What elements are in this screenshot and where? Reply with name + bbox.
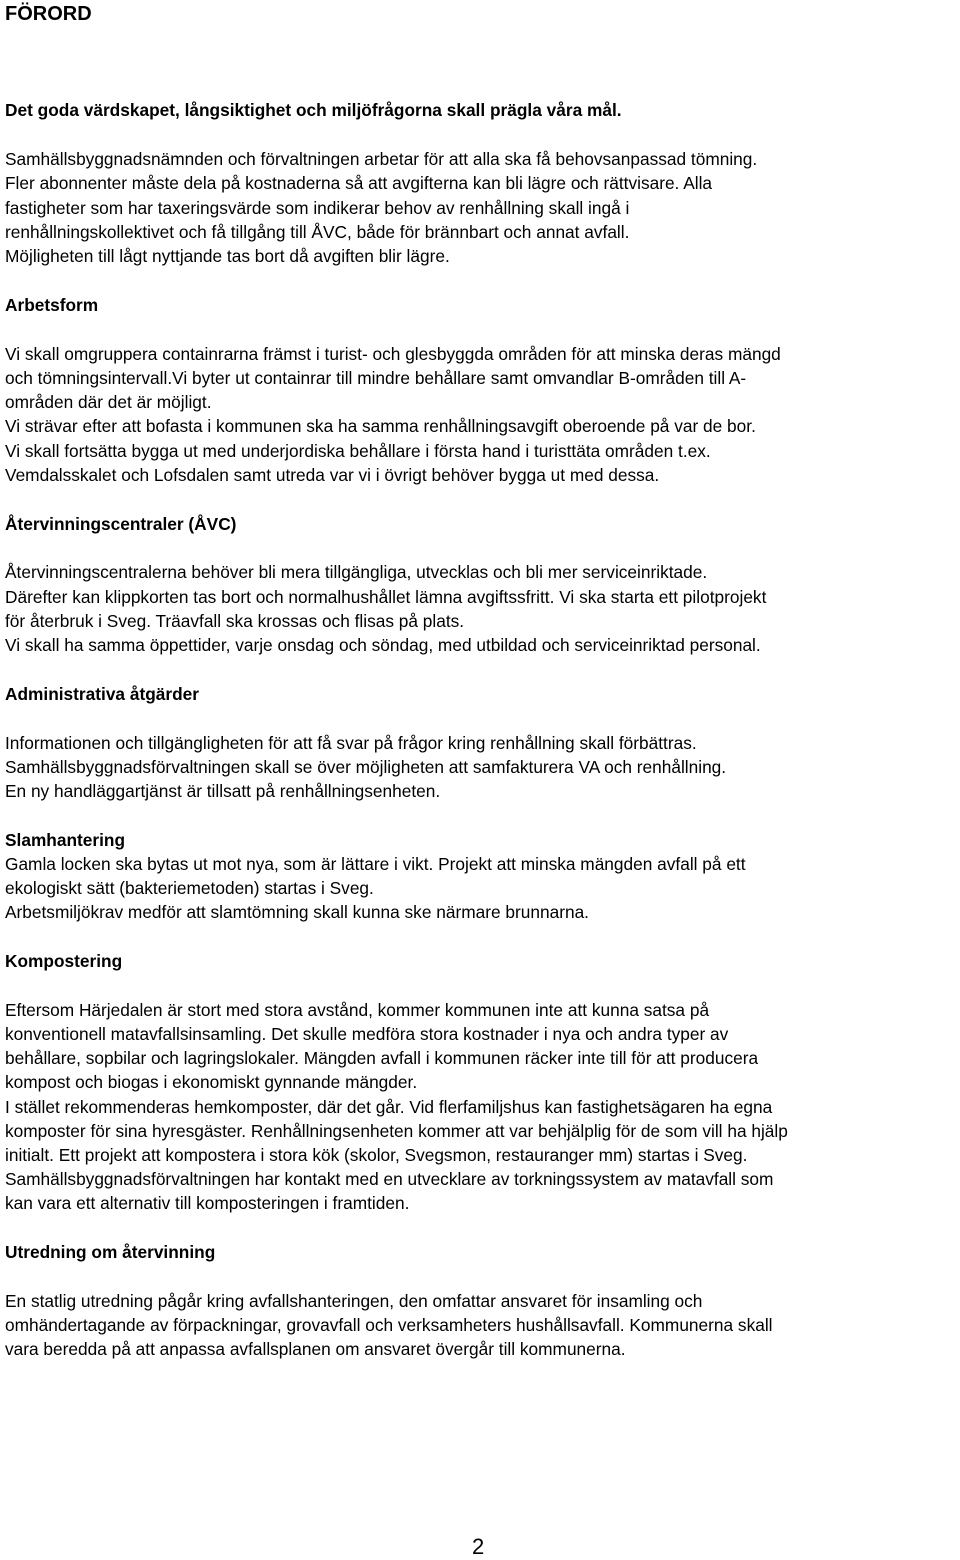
arbetsform-line: Vi strävar efter att bofasta i kommunen ska ha samma renhållningsavgift oberoende på var de bor. bbox=[5, 416, 756, 436]
lead-statement: Det goda värdskapet, långsiktighet och miljöfrågorna skall prägla våra mål. bbox=[5, 100, 622, 120]
kompost-line: kan vara ett alternativ till komposteringen i framtiden. bbox=[5, 1193, 410, 1213]
heading-kompostering: Kompostering bbox=[5, 951, 123, 971]
admin-line: En ny handläggartjänst är tillsatt på renhållningsenheten. bbox=[5, 781, 441, 801]
kompost-line: konventionell matavfallsinsamling. Det skulle medföra stora kostnader i nya och andra typer av bbox=[5, 1024, 729, 1044]
arbetsform-line: och tömningsintervall.Vi byter ut containrar till mindre behållare samt omvandlar B-områden till A- bbox=[5, 368, 747, 388]
arbetsform-line: Vi skall omgruppera containrarna främst i turist- och glesbyggda områden för att minska deras mängd bbox=[5, 344, 781, 364]
intro-line: Fler abonnenter måste dela på kostnaderna så att avgifterna kan bli lägre och rättvisare. Alla bbox=[5, 173, 713, 193]
arbetsform-line: Vi skall fortsätta bygga ut med underjordiska behållare i första hand i turisttäta områden t.ex. bbox=[5, 441, 711, 461]
slam-line: Gamla locken ska bytas ut mot nya, som är lättare i vikt. Projekt att minska mängden avfall på ett bbox=[5, 854, 746, 874]
intro-line: renhållningskollektivet och få tillgång till ÅVC, både för brännbart och annat avfall. bbox=[5, 222, 630, 242]
utredning-line: En statlig utredning pågår kring avfallshanteringen, den omfattar ansvaret för insamling och bbox=[5, 1291, 703, 1311]
slam-line: ekologiskt sätt (bakteriemetoden) startas i Sveg. bbox=[5, 878, 374, 898]
kompost-line: komposter för sina hyresgäster. Renhållningsenheten kommer att var behjälplig för de som vill ha hjälp bbox=[5, 1121, 788, 1141]
kompost-line: I stället rekommenderas hemkomposter, där det går. Vid flerfamiljshus kan fastighetsägaren ha egna bbox=[5, 1097, 773, 1117]
intro-line: Möjligheten till lågt nyttjande tas bort då avgiften blir lägre. bbox=[5, 246, 450, 266]
kompost-line: behållare, sopbilar och lagringslokaler. Mängden avfall i kommunen räcker inte till för att producera bbox=[5, 1048, 759, 1068]
kompost-line: kompost och biogas i ekonomiskt gynnande mängder. bbox=[5, 1072, 418, 1092]
avc-line: för återbruk i Sveg. Träavfall ska krossas och flisas på plats. bbox=[5, 611, 465, 631]
slam-line: Arbetsmiljökrav medför att slamtömning skall kunna ske närmare brunnarna. bbox=[5, 902, 589, 922]
kompost-line: Samhällsbyggnadsförvaltningen har kontakt med en utvecklare av torkningssystem av matavfall som bbox=[5, 1169, 774, 1189]
heading-utredning: Utredning om återvinning bbox=[5, 1242, 216, 1262]
page-title: FÖRORD bbox=[5, 3, 92, 25]
avc-line: Vi skall ha samma öppettider, varje onsdag och söndag, med utbildad och serviceinriktad personal. bbox=[5, 635, 761, 655]
avc-line: Därefter kan klippkorten tas bort och normalhushållet lämna avgiftssfritt. Vi ska starta ett pilotprojekt bbox=[5, 587, 767, 607]
intro-line: fastigheter som har taxeringsvärde som indikerar behov av renhållning skall ingå i bbox=[5, 198, 630, 218]
utredning-line: vara beredda på att anpassa avfallsplanen om ansvaret övergår till kommunerna. bbox=[5, 1339, 626, 1359]
kompost-line: initialt. Ett projekt att kompostera i stora kök (skolor, Svegsmon, restauranger mm) startas i Sveg. bbox=[5, 1145, 748, 1165]
heading-avc: Återvinningscentraler (ÅVC) bbox=[5, 514, 237, 534]
page-number: 2 bbox=[472, 1534, 485, 1559]
arbetsform-line: Vemdalsskalet och Lofsdalen samt utreda var vi i övrigt behöver bygga ut med dessa. bbox=[5, 465, 660, 485]
avc-line: Återvinningscentralerna behöver bli mera tillgängliga, utvecklas och bli mer serviceinriktade. bbox=[5, 562, 708, 582]
heading-administrativa: Administrativa åtgärder bbox=[5, 684, 199, 704]
admin-line: Samhällsbyggnadsförvaltningen skall se över möjligheten att samfakturera VA och renhållning. bbox=[5, 757, 727, 777]
intro-line: Samhällsbyggnadsnämnden och förvaltningen arbetar för att alla ska få behovsanpassad tömning. bbox=[5, 149, 758, 169]
heading-arbetsform: Arbetsform bbox=[5, 295, 99, 315]
kompost-line: Eftersom Härjedalen är stort med stora avstånd, kommer kommunen inte att kunna satsa på bbox=[5, 1000, 710, 1020]
arbetsform-line: områden där det är möjligt. bbox=[5, 392, 212, 412]
admin-line: Informationen och tillgängligheten för att få svar på frågor kring renhållning skall förbättras. bbox=[5, 733, 697, 753]
utredning-line: omhändertagande av förpackningar, grovavfall och verksamheters hushållsavfall. Kommunerna skall bbox=[5, 1315, 773, 1335]
heading-slamhantering: Slamhantering bbox=[5, 830, 126, 850]
